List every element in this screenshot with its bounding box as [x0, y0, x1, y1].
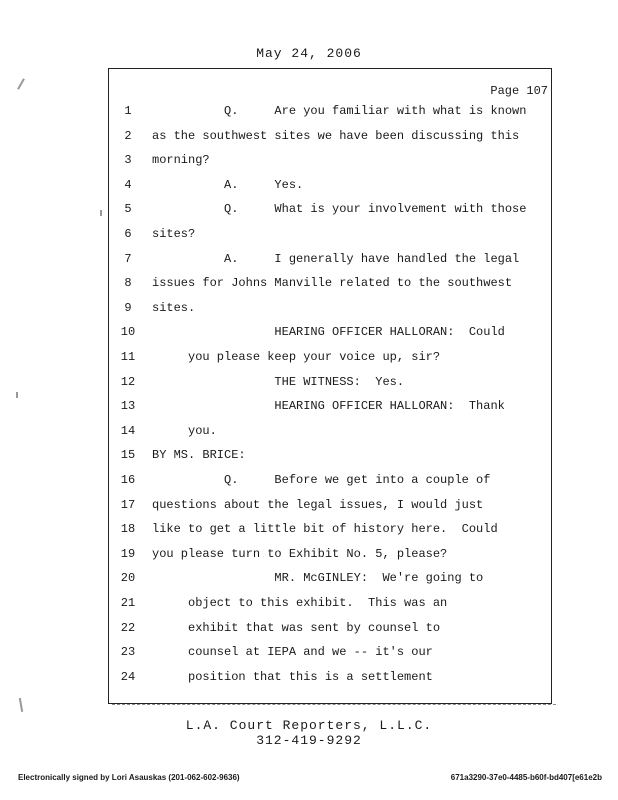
line-text: Q. Are you familiar with what is known [152, 104, 527, 118]
line-text: issues for Johns Manville related to the southwest [152, 276, 513, 291]
line-number: 19 [120, 546, 136, 561]
transcript-line [108, 670, 552, 694]
line-text: counsel at IEPA and we -- it's our [152, 645, 433, 660]
line-text: you please turn to Exhibit No. 5, please? [152, 546, 448, 561]
line-text: Q. Before we get into a couple of [152, 473, 491, 487]
line-number: 6 [124, 227, 132, 241]
document-hash-id: 671a3290-37e0-4485-b60f-bd407[e61e2b [450, 773, 602, 782]
line-number: 23 [120, 645, 136, 660]
line-number: 3 [124, 153, 132, 168]
transcript-line [108, 325, 552, 349]
transcript-line [108, 399, 552, 423]
line-number: 9 [124, 300, 132, 315]
transcript-line [108, 645, 552, 669]
transcript-line [108, 473, 552, 497]
line-number: 20 [120, 571, 136, 586]
line-text: MR. McGINLEY: We're going to [152, 571, 484, 586]
line-text: object to this exhibit. This was an [152, 596, 448, 610]
transcript-line [108, 129, 552, 153]
line-text: Q. What is your involvement with those [152, 202, 527, 217]
line-number: 18 [120, 522, 136, 537]
transcript-line [108, 424, 552, 448]
line-number: 12 [120, 374, 136, 389]
line-number: 8 [124, 276, 132, 291]
line-number: 17 [120, 497, 136, 512]
line-number: 7 [124, 251, 132, 266]
transcript-line [108, 498, 552, 522]
transcript-line [108, 202, 552, 226]
transcript-line [108, 153, 552, 177]
line-text: position that this is a settlement [152, 669, 433, 684]
transcript-line [108, 227, 552, 251]
transcript-line [108, 621, 552, 645]
court-reporter-phone: 312-419-9292 [256, 733, 362, 748]
line-number: 4 [124, 177, 132, 192]
frame-shadow-line [112, 704, 556, 708]
transcript-line [108, 596, 552, 620]
line-number: 21 [120, 596, 136, 610]
line-text: HEARING OFFICER HALLORAN: Thank [152, 399, 505, 414]
transcript-line [108, 350, 552, 374]
line-text: morning? [152, 153, 210, 168]
line-text: you please keep your voice up, sir? [152, 350, 441, 364]
transcript-line [108, 547, 552, 571]
line-text: A. Yes. [152, 177, 304, 192]
line-number: 13 [120, 399, 136, 414]
scan-mark [17, 78, 25, 89]
line-number: 11 [120, 350, 136, 364]
line-number: 22 [120, 620, 136, 635]
transcript-line [108, 522, 552, 546]
line-text: sites. [152, 300, 196, 315]
line-text: sites? [152, 227, 196, 241]
line-text: THE WITNESS: Yes. [152, 374, 405, 389]
line-text: as the southwest sites we have been discussing this [152, 128, 520, 143]
line-number: 2 [124, 128, 132, 143]
line-number: 14 [120, 423, 136, 438]
transcript-line [108, 178, 552, 202]
transcript-line [108, 276, 552, 300]
line-number: 10 [120, 325, 136, 340]
line-number: 5 [124, 202, 132, 217]
transcript-date: May 24, 2006 [256, 46, 362, 61]
line-number: 24 [120, 669, 136, 684]
line-text: exhibit that was sent by counsel to [152, 620, 441, 635]
transcript-line [108, 252, 552, 276]
scan-mark [100, 210, 102, 216]
transcript-line [108, 375, 552, 399]
line-number: 1 [124, 104, 132, 118]
court-reporter-name: L.A. Court Reporters, L.L.C. [185, 718, 433, 733]
line-text: like to get a little bit of history here. Could [152, 522, 498, 537]
line-text: HEARING OFFICER HALLORAN: Could [152, 325, 505, 340]
electronic-signature-text: Electronically signed by Lori Asauskas (201-062-602-9636) [18, 773, 240, 782]
line-text: A. I generally have handled the legal [152, 251, 520, 266]
transcript-line [108, 571, 552, 595]
transcript-line [108, 301, 552, 325]
page-number-label: Page 107 [490, 84, 548, 98]
line-text: BY MS. BRICE: [152, 448, 246, 463]
line-text: questions about the legal issues, I would just [152, 497, 484, 512]
scan-mark [19, 698, 23, 712]
transcript-line [108, 104, 552, 128]
line-text: you. [152, 423, 217, 438]
transcript-line [108, 448, 552, 472]
scan-mark [16, 392, 18, 398]
line-number: 16 [120, 473, 136, 487]
line-number: 15 [120, 448, 136, 463]
